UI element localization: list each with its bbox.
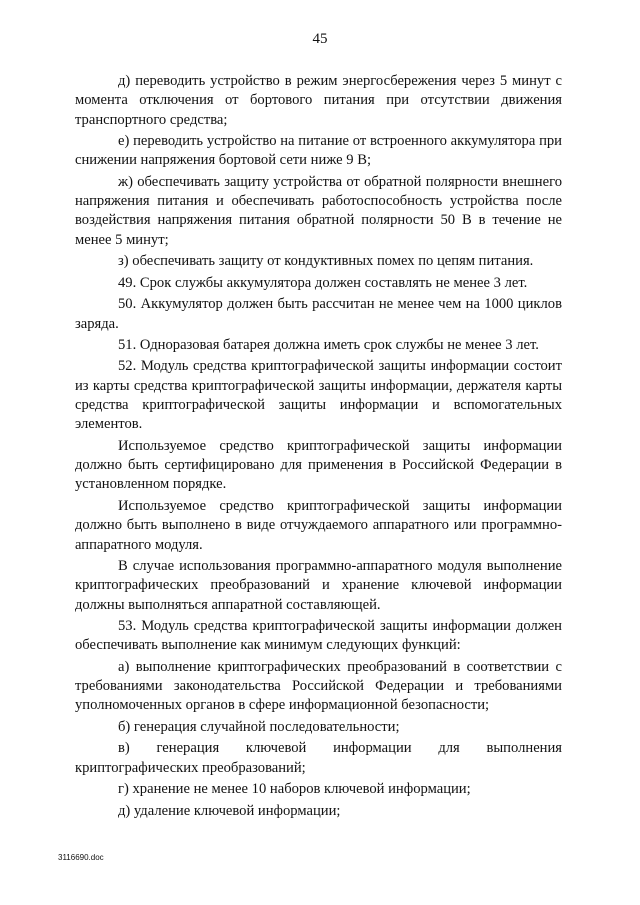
- page-number: 45: [312, 31, 328, 47]
- paragraph-52: 52. Модуль средства криптографической защиты информации состоит из карты средства криптографической защиты информации, держателя карты средства криптографической защиты информации и вспомогательных элементов.: [75, 358, 562, 433]
- paragraph-item-g: г) хранение не менее 10 наборов ключевой информации;: [118, 781, 471, 798]
- paragraph-item-b: б) генерация случайной последовательности;: [118, 718, 400, 735]
- paragraph-49: 49. Срок службы аккумулятора должен составлять не менее 3 лет.: [118, 274, 528, 291]
- paragraph-50: 50. Аккумулятор должен быть рассчитан не менее чем на 1000 циклов заряда.: [75, 296, 562, 332]
- paragraph-51: 51. Одноразовая батарея должна иметь срок службы не менее 3 лет.: [118, 336, 539, 353]
- paragraph-crypto-module-form: Используемое средство криптографической защиты информации должно быть выполнено в виде отчуждаемого аппаратного или программно-аппаратного модуля.: [75, 497, 562, 553]
- document-body: [75, 72, 562, 823]
- paragraph-item-d: д) переводить устройство в режим энергосбережения через 5 минут с момента отключения от бортового питания при отсутствии движения транспортного средства;: [75, 73, 562, 128]
- paragraph-item-d2: д) удаление ключевой информации;: [118, 802, 341, 819]
- paragraph-item-v: в) генерация ключевой информации для выполнения криптографических преобразований;: [75, 740, 562, 776]
- paragraph-item-zh: ж) обеспечивать защиту устройства от обратной полярности внешнего напряжения питания и обеспечивать работоспособность устройства после воздействия напряжения питания обратной полярности 50 В в течение не менее 5 минут;: [75, 173, 562, 248]
- paragraph-item-z: з) обеспечивать защиту от кондуктивных помех по цепям питания.: [118, 253, 534, 270]
- file-reference: 3116690.doc: [58, 853, 104, 862]
- paragraph-item-a: а) выполнение криптографических преобразований в соответствии с требованиями законодательства Российской Федерации и требованиями уполномоченных органов в сфере информационной безопасности;: [75, 658, 562, 714]
- paragraph-53: 53. Модуль средства криптографической защиты информации должен обеспечивать выполнение как минимум следующих функций:: [75, 618, 562, 654]
- paragraph-item-e: е) переводить устройство на питание от встроенного аккумулятора при снижении напряжения бортовой сети ниже 9 В;: [75, 133, 562, 169]
- paragraph-hardware-part: В случае использования программно-аппаратного модуля выполнение криптографических преобразований и хранение ключевой информации должны выполняться аппаратной составляющей.: [75, 558, 562, 613]
- paragraph-crypto-certified: Используемое средство криптографической защиты информации должно быть сертифицировано для применения в Российской Федерации в установленном порядке.: [75, 437, 562, 493]
